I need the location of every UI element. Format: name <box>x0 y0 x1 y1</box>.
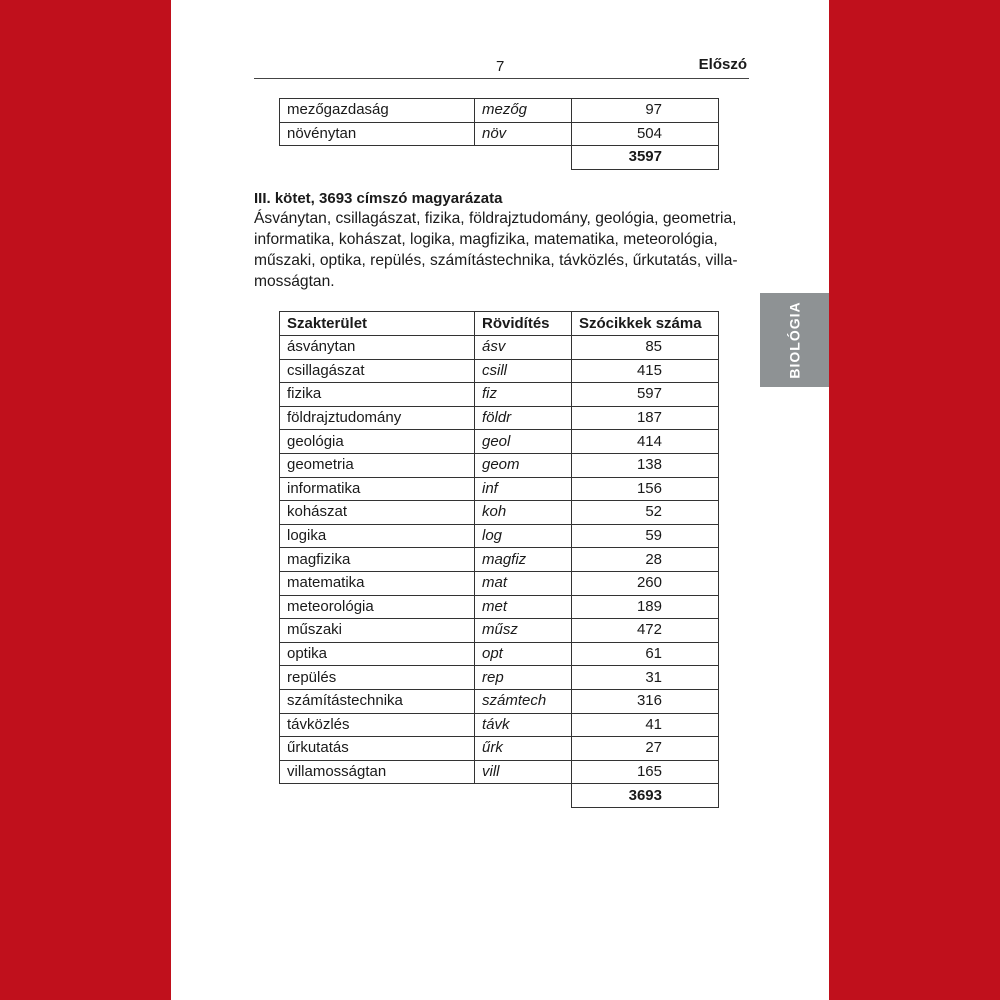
field-cell: növénytan <box>280 122 475 146</box>
abbr-cell: csill <box>475 359 572 383</box>
section-title: Előszó <box>698 56 747 73</box>
abbr-cell: geom <box>475 453 572 477</box>
abbr-cell: ásv <box>475 336 572 360</box>
empty-cell <box>475 784 572 808</box>
table-row <box>280 477 719 501</box>
header-field: Szakterület <box>280 312 475 336</box>
empty-cell <box>280 146 475 170</box>
count-cell: 52 <box>572 501 719 525</box>
field-cell: távközlés <box>280 713 475 737</box>
table-row <box>280 501 719 525</box>
field-cell: számítástechnika <box>280 689 475 713</box>
table-row <box>280 383 719 407</box>
field-cell: repülés <box>280 666 475 690</box>
count-cell: 41 <box>572 713 719 737</box>
count-cell: 187 <box>572 406 719 430</box>
table-row <box>280 524 719 548</box>
count-cell: 156 <box>572 477 719 501</box>
field-cell: ásványtan <box>280 336 475 360</box>
table-row <box>280 571 719 595</box>
field-cell: földrajztudomány <box>280 406 475 430</box>
field-cell: villamosságtan <box>280 760 475 784</box>
table-row <box>280 548 719 572</box>
count-cell: 504 <box>572 122 719 146</box>
volume3-description <box>254 208 749 292</box>
table-row <box>280 122 719 146</box>
abbr-cell: távk <box>475 713 572 737</box>
count-cell: 85 <box>572 336 719 360</box>
page-number: 7 <box>496 58 505 75</box>
abbr-cell: űrk <box>475 737 572 761</box>
count-cell: 97 <box>572 99 719 123</box>
field-cell: csillagászat <box>280 359 475 383</box>
count-cell: 27 <box>572 737 719 761</box>
abbr-cell: mat <box>475 571 572 595</box>
total-row <box>280 784 719 808</box>
table-row <box>280 642 719 666</box>
field-cell: meteorológia <box>280 595 475 619</box>
field-cell: magfizika <box>280 548 475 572</box>
side-tab <box>760 293 829 387</box>
empty-cell <box>280 784 475 808</box>
field-cell: kohászat <box>280 501 475 525</box>
abbr-cell: növ <box>475 122 572 146</box>
count-cell: 189 <box>572 595 719 619</box>
abbr-cell: fiz <box>475 383 572 407</box>
table-row <box>280 406 719 430</box>
table-row <box>280 336 719 360</box>
table-row <box>280 99 719 123</box>
total-row <box>280 146 719 170</box>
abbr-cell: log <box>475 524 572 548</box>
field-cell: fizika <box>280 383 475 407</box>
abbr-cell: magfiz <box>475 548 572 572</box>
page-header <box>254 56 749 79</box>
abbr-cell: mezőg <box>475 99 572 123</box>
abbr-cell: geol <box>475 430 572 454</box>
count-cell: 414 <box>572 430 719 454</box>
header-abbr: Rövidítés <box>475 312 572 336</box>
field-cell: geometria <box>280 453 475 477</box>
abbr-cell: opt <box>475 642 572 666</box>
description-line: Ásványtan, csillagászat, fizika, földrajztudomány, geológia, geometria, <box>254 210 737 227</box>
abbr-cell: műsz <box>475 619 572 643</box>
field-cell: űrkutatás <box>280 737 475 761</box>
field-cell: logika <box>280 524 475 548</box>
table-row <box>280 760 719 784</box>
description-line: műszaki, optika, repülés, számítástechnika, távközlés, űrkutatás, villa- <box>254 252 738 269</box>
field-cell: geológia <box>280 430 475 454</box>
total-cell: 3693 <box>572 784 719 808</box>
field-cell: informatika <box>280 477 475 501</box>
header-count: Szócikkek száma <box>572 312 719 336</box>
table-row <box>280 453 719 477</box>
count-cell: 138 <box>572 453 719 477</box>
count-cell: 165 <box>572 760 719 784</box>
abbr-cell: földr <box>475 406 572 430</box>
description-line: informatika, kohászat, logika, magfizika, matematika, meteorológia, <box>254 231 718 248</box>
table-row <box>280 666 719 690</box>
table-row <box>280 737 719 761</box>
count-cell: 28 <box>572 548 719 572</box>
table-row <box>280 619 719 643</box>
volume3-heading: III. kötet, 3693 címszó magyarázata <box>254 190 503 207</box>
count-cell: 61 <box>572 642 719 666</box>
table-header-row <box>280 312 719 336</box>
field-cell: műszaki <box>280 619 475 643</box>
table-row <box>280 713 719 737</box>
count-cell: 260 <box>572 571 719 595</box>
field-cell: optika <box>280 642 475 666</box>
table-row <box>280 359 719 383</box>
abbr-cell: vill <box>475 760 572 784</box>
field-cell: mezőgazdaság <box>280 99 475 123</box>
field-cell: matematika <box>280 571 475 595</box>
abbr-cell: inf <box>475 477 572 501</box>
count-cell: 597 <box>572 383 719 407</box>
table-row <box>280 430 719 454</box>
abbr-cell: koh <box>475 501 572 525</box>
book-page <box>171 0 829 1000</box>
total-cell: 3597 <box>572 146 719 170</box>
count-cell: 31 <box>572 666 719 690</box>
count-cell: 59 <box>572 524 719 548</box>
table-row <box>280 689 719 713</box>
abbr-cell: számtech <box>475 689 572 713</box>
count-cell: 415 <box>572 359 719 383</box>
table-main <box>279 311 719 808</box>
empty-cell <box>475 146 572 170</box>
table-top <box>279 98 719 170</box>
abbr-cell: rep <box>475 666 572 690</box>
abbr-cell: met <box>475 595 572 619</box>
side-tab-label: BIOLÓGIA <box>786 301 803 379</box>
count-cell: 472 <box>572 619 719 643</box>
table-row <box>280 595 719 619</box>
description-line: mosságtan. <box>254 273 335 290</box>
count-cell: 316 <box>572 689 719 713</box>
